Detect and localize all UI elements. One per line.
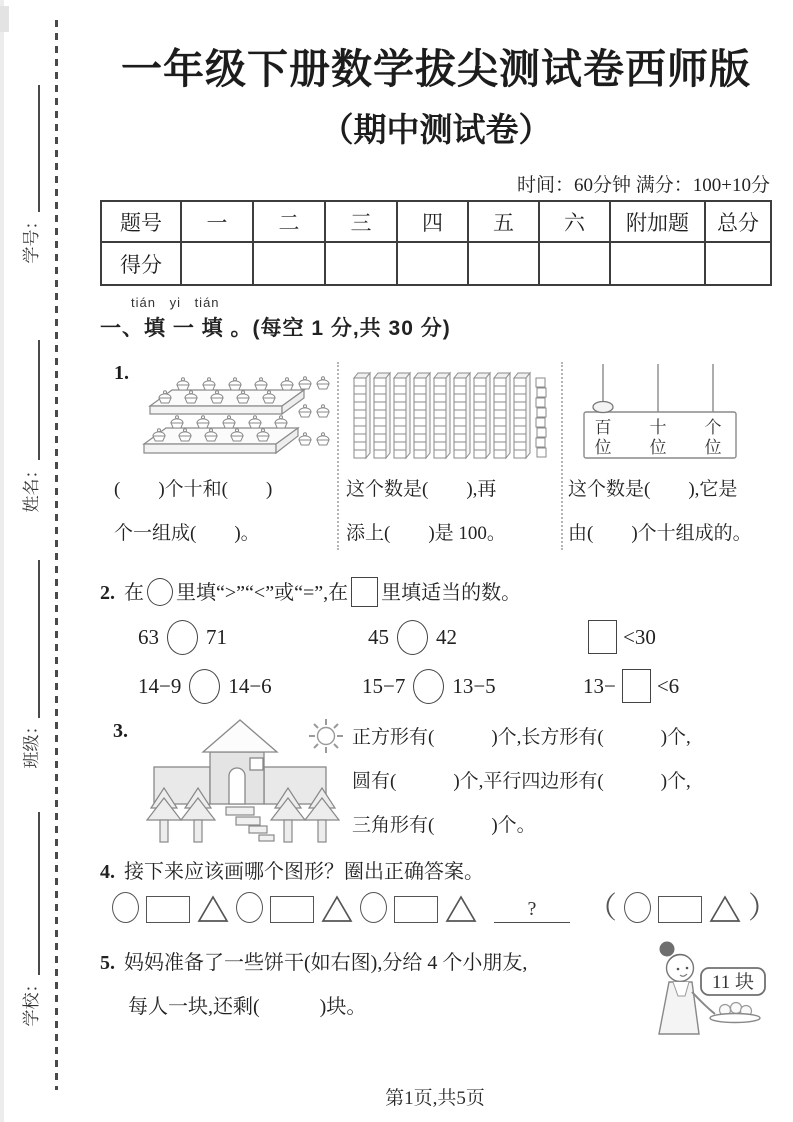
rectangle-shape	[146, 896, 190, 923]
abacus-label-ones-wei: 位	[704, 438, 722, 457]
cookie-tray	[710, 1014, 760, 1023]
q2-item	[138, 620, 227, 655]
triangle-shape	[445, 895, 477, 923]
seal-dashed-line	[55, 20, 58, 1090]
class-label: 班级：	[22, 717, 41, 769]
score-table-score-row	[101, 242, 771, 285]
fill-box	[588, 620, 617, 654]
score-cell	[705, 242, 771, 285]
options-paren-open: （	[587, 892, 617, 925]
cookie-count-label: 11 块	[711, 972, 755, 993]
q3-text-line: 三角形有( )个。	[352, 815, 536, 836]
q2-heading-text: 在	[124, 582, 144, 604]
q1-column-divider	[337, 362, 339, 550]
score-table-header-row	[101, 201, 771, 242]
q2-item	[588, 620, 656, 654]
q1-col3-text: 这个数是( ),它是	[568, 479, 738, 500]
score-cell	[397, 242, 468, 285]
page-footer: 第1页,共5页	[385, 1088, 485, 1109]
q2-right-value: 13−5	[452, 674, 496, 698]
q2-item	[362, 669, 496, 704]
q1-number: 1.	[114, 362, 129, 384]
header-total: 总分	[705, 201, 771, 242]
school-blank-line	[38, 812, 40, 975]
q5-line-2	[128, 990, 366, 1019]
class-blank-line	[38, 560, 40, 718]
comparison-circle	[413, 669, 444, 704]
header-section-4: 四	[397, 201, 468, 242]
score-cell	[468, 242, 539, 285]
score-cell	[610, 242, 705, 285]
score-cell	[325, 242, 397, 285]
school-label: 学校：	[22, 975, 41, 1027]
q2-item	[583, 669, 679, 703]
scan-corner-mark	[0, 6, 9, 32]
circle-shape	[236, 892, 263, 923]
options-paren-close: ）	[748, 892, 778, 925]
header-section-2: 二	[253, 201, 325, 242]
header-section-1: 一	[181, 201, 253, 242]
circle-shape	[360, 892, 387, 923]
name-label: 姓名：	[22, 461, 41, 513]
comparison-circle	[167, 620, 198, 655]
q1-col2-text: 添上( )是 100。	[346, 523, 506, 544]
q4-pattern-row	[112, 889, 778, 923]
q4-heading	[100, 855, 484, 884]
q5-text: 每人一块,还剩( )块。	[128, 996, 367, 1018]
abacus-label-ones: 个	[704, 418, 722, 437]
q2-left-value: 15−7	[362, 674, 406, 698]
student-id-blank-line	[38, 85, 40, 212]
score-cell	[181, 242, 253, 285]
q4-heading-text: 接下来应该画哪个图形？圈出正确答案。	[124, 861, 484, 883]
header-question-no: 题号	[101, 201, 181, 242]
option-circle-shape	[624, 892, 651, 923]
q2-left-value: 45	[368, 625, 389, 649]
header-section-6: 六	[539, 201, 610, 242]
name-blank-line	[38, 340, 40, 460]
option-rectangle-shape	[658, 896, 702, 923]
q2-left-value: 13−	[583, 673, 616, 698]
q2-left-value: 63	[138, 625, 159, 649]
abacus-bead-hundreds	[593, 402, 613, 413]
paper-subtitle: （期中测试卷）	[320, 113, 552, 149]
q2-item	[138, 669, 272, 704]
header-section-3: 三	[325, 201, 397, 242]
q2-right-value: 71	[206, 625, 227, 649]
q2-heading-text: 里填适当的数。	[381, 582, 522, 604]
q1-col2-text: 这个数是( ),再	[346, 479, 497, 500]
q1-col1-text: 个一组成( )。	[114, 523, 260, 544]
section-1-heading: 一、填 一 填 。(每空 1 分,共 30 分)	[100, 317, 451, 340]
header-section-5: 五	[468, 201, 539, 242]
time-score-info: 时间：60分钟 满分：100+10分	[517, 175, 770, 196]
q2-heading-text: 里填“>”“<”或“=”,在	[176, 582, 349, 604]
q1-abacus-image	[578, 362, 743, 462]
q5-line-1	[100, 946, 527, 975]
abacus-label-tens-wei: 位	[649, 438, 667, 457]
fill-box-icon	[351, 577, 378, 607]
score-row-label: 得分	[101, 242, 181, 285]
answer-blank-underline: ?	[494, 898, 570, 923]
circle-shape	[112, 892, 139, 923]
option-triangle-shape	[709, 895, 741, 923]
sun-icon	[309, 719, 343, 753]
q2-right-value: <6	[656, 673, 680, 698]
q3-text-line: 圆有( )个,平行四边形有( )个,	[352, 771, 691, 792]
q3-house-scene-image	[130, 712, 350, 844]
abacus-label-hundreds: 百	[594, 418, 612, 437]
q2-item	[368, 620, 457, 655]
comparison-circle-icon	[147, 578, 173, 606]
q5-mom-with-cookies-image	[645, 936, 785, 1038]
abacus-label-hundreds-wei: 位	[594, 438, 612, 457]
q5-number: 5.	[100, 952, 115, 974]
q3-text-line: 正方形有( )个,长方形有( )个,	[352, 727, 691, 748]
student-id-label: 学号：	[22, 212, 41, 264]
comparison-circle	[189, 669, 220, 704]
q2-heading	[100, 576, 521, 607]
q4-number: 4.	[100, 861, 115, 883]
q1-column-divider	[561, 362, 563, 550]
header-bonus: 附加题	[610, 201, 705, 242]
q5-text: 妈妈准备了一些饼干(如右图),分给 4 个小朋友,	[124, 952, 528, 974]
scan-edge-artifact	[0, 0, 4, 1122]
triangle-shape	[321, 895, 353, 923]
q1-col3-text: 由( )个十组成的。	[568, 523, 752, 544]
rectangle-shape	[270, 896, 314, 923]
comparison-circle	[397, 620, 428, 655]
q1-col1-text: ( )个十和( )	[114, 479, 273, 500]
score-cell	[253, 242, 325, 285]
rectangle-shape	[394, 896, 438, 923]
q2-right-value: 42	[436, 625, 457, 649]
triangle-shape	[197, 895, 229, 923]
paper-title: 一年级下册数学拔尖测试卷西师版	[121, 46, 751, 92]
q1-base-ten-blocks-image	[350, 368, 550, 465]
score-table	[100, 200, 772, 286]
q3-number: 3.	[113, 720, 128, 742]
fill-box	[622, 669, 651, 703]
q1-cupcake-trays-image	[132, 366, 332, 464]
q2-right-value: <30	[623, 624, 656, 649]
score-cell	[539, 242, 610, 285]
q2-number: 2.	[100, 582, 115, 604]
abacus-label-tens: 十	[649, 418, 667, 437]
hair-bun	[660, 942, 675, 957]
pinyin-annotation: tián yi tián	[131, 295, 220, 310]
q2-left-value: 14−9	[138, 674, 182, 698]
q2-right-value: 14−6	[228, 674, 272, 698]
